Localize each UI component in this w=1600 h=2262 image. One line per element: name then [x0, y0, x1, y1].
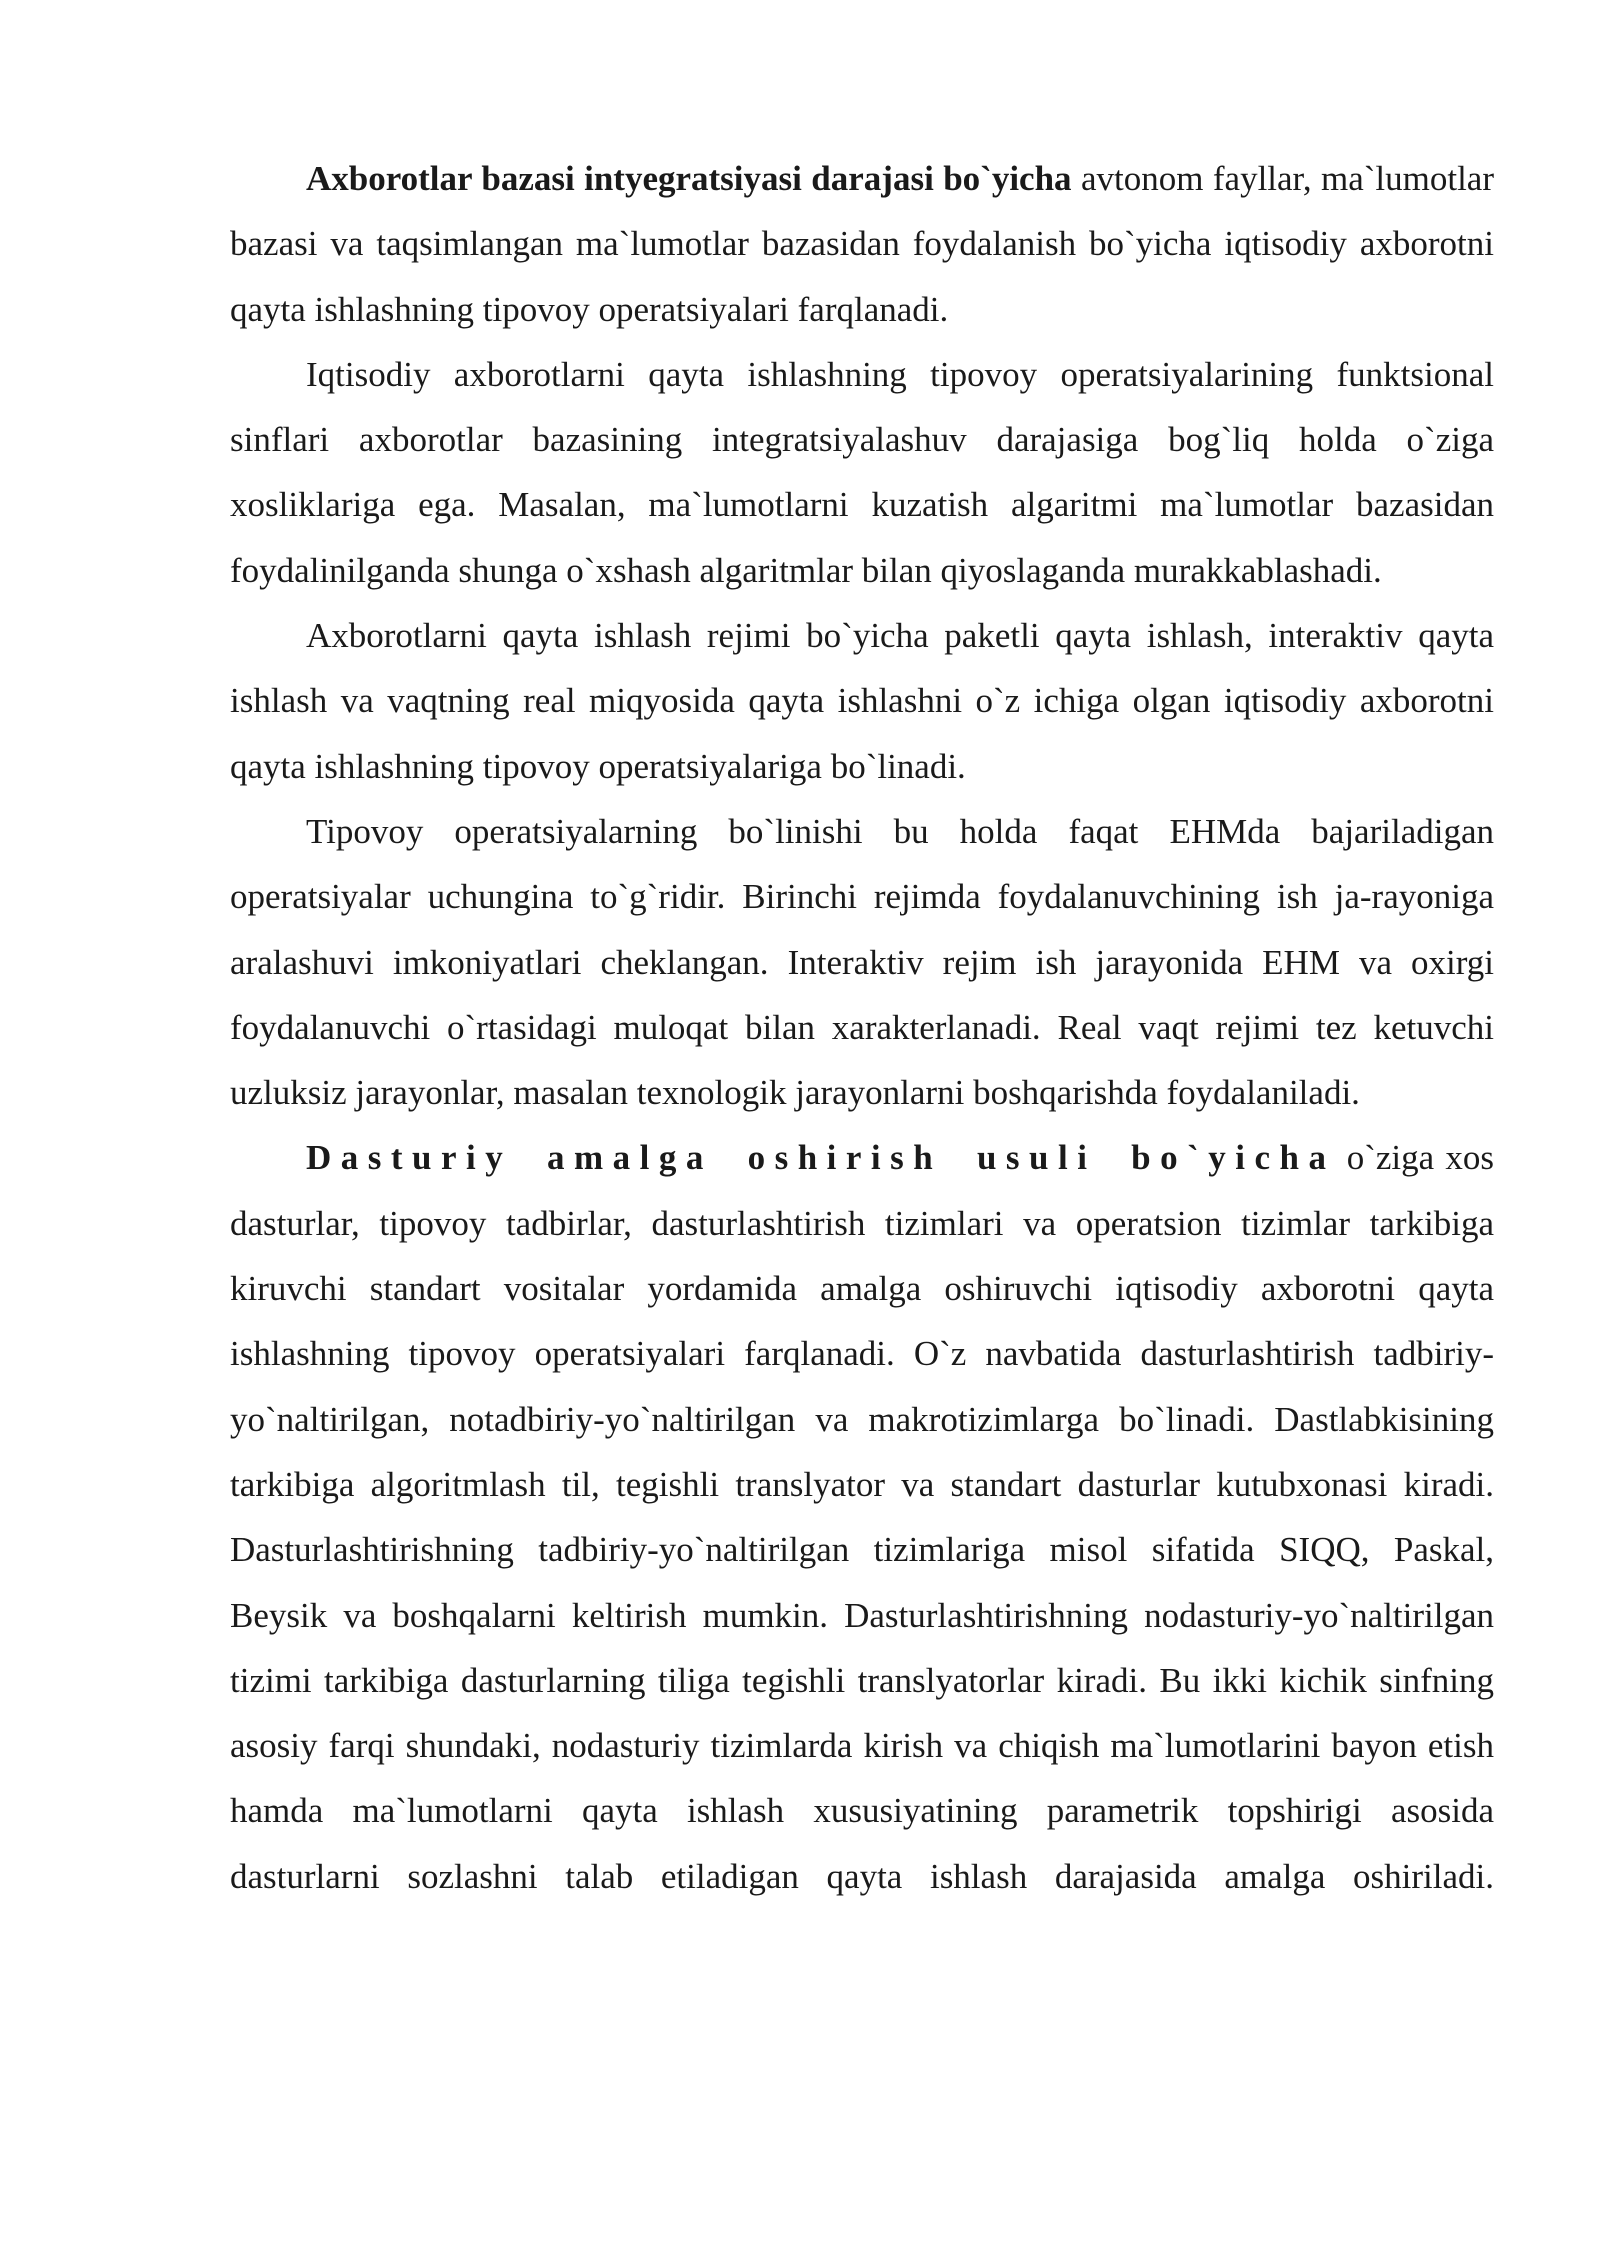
paragraph-lead-spaced: Dasturiy amalga oshirish usuli bo`yicha — [306, 1138, 1336, 1178]
paragraph-software-implementation — [230, 1125, 1494, 1909]
paragraph-integration-level — [230, 146, 1494, 342]
paragraph-text: Tipovoy operatsiyalarning bo`linishi bu holda faqat EHMda bajariladigan operatsiyalar uchungina to`g`ridir. Birinchi rejimda foydalanuvchining ish ja-rayoniga aralashuvi imkoniyatlari cheklangan. Interaktiv rejim ish jarayonida EHM va oxirgi foydalanuvchi o`rtasidagi muloqat bilan xarakterlanadi. Real vaqt rejimi tez ketuvchi uzluksiz jarayonlar, masalan texnologik jarayonlarni boshqarishda foydalaniladi. — [230, 811, 1494, 1113]
paragraph-functional-classes — [230, 342, 1494, 603]
paragraph-text: o`ziga xos dasturlar, tipovoy tadbirlar, dasturlashtirish tizimlari va operatsion tizimlar tarkibiga kiruvchi standart vositalar yordamida amalga oshiruvchi iqtisodiy axborotni qayta ishlashning tipovoy operatsiyalari farqlanadi. O`z navbatida dasturlashtirish tadbiriy-yo`naltirilgan, notadbiriy-yo`naltirilgan va makrotizimlarga bo`linadi. Dastlabkisining tarkibiga algoritmlash til, tegishli translyator va standart dasturlar kutubxonasi kiradi. Dasturlashtirishning tadbiriy-yo`naltirilgan tizimlariga misol sifatida SIQQ, Paskal, Beysik va boshqalarni keltirish mumkin. Dasturlashtirishning nodasturiy-yo`naltirilgan tizimi tarkibiga dasturlarning tiliga tegishli translyatorlar kiradi. Bu ikki kichik sinfning asosiy farqi shundaki, nodasturiy tizimlarda kirish va chiqish ma`lumotlarini bayon etish hamda ma`lumotlarni qayta ishlash xususiyatining parametrik topshirigi asosida dasturlarni sozlashni talab etiladigan qayta ishlash darajasida amalga oshiriladi. — [230, 1138, 1494, 1896]
paragraph-text: Axborotlarni qayta ishlash rejimi bo`yicha paketli qayta ishlash, interaktiv qayta ishlash va vaqtning real miqyosida qayta ishlashni o`z ichiga olgan iqtisodiy axborotni qayta ishlashning tipovoy operatsiyalariga bo`linadi. — [230, 616, 1494, 786]
paragraph-text: avtonom fayllar, ma`lumotlar bazasi va taqsimlangan ma`lumotlar bazasidan foydalanish bo`yicha iqtisodiy axborotni qayta ishlashning tipovoy operatsiyalari farqlanadi. — [230, 159, 1494, 329]
paragraph-processing-mode — [230, 603, 1494, 799]
paragraph-text: Iqtisodiy axborotlarni qayta ishlashning tipovoy operatsiyalarining funktsional sinflari axborotlar bazasining integratsiyalashuv darajasiga bog`liq holda o`ziga xosliklariga ega. Masalan, ma`lumotlarni kuzatish algaritmi ma`lumotlar bazasidan foydalinilganda shunga o`xshash algaritmlar bilan qiyoslaganda murakkablashadi. — [230, 354, 1494, 590]
document-page — [230, 146, 1494, 1909]
paragraph-operation-division — [230, 799, 1494, 1125]
paragraph-lead-bold: Axborotlar bazasi intyegratsiyasi darajasi bo`yicha — [306, 159, 1072, 198]
